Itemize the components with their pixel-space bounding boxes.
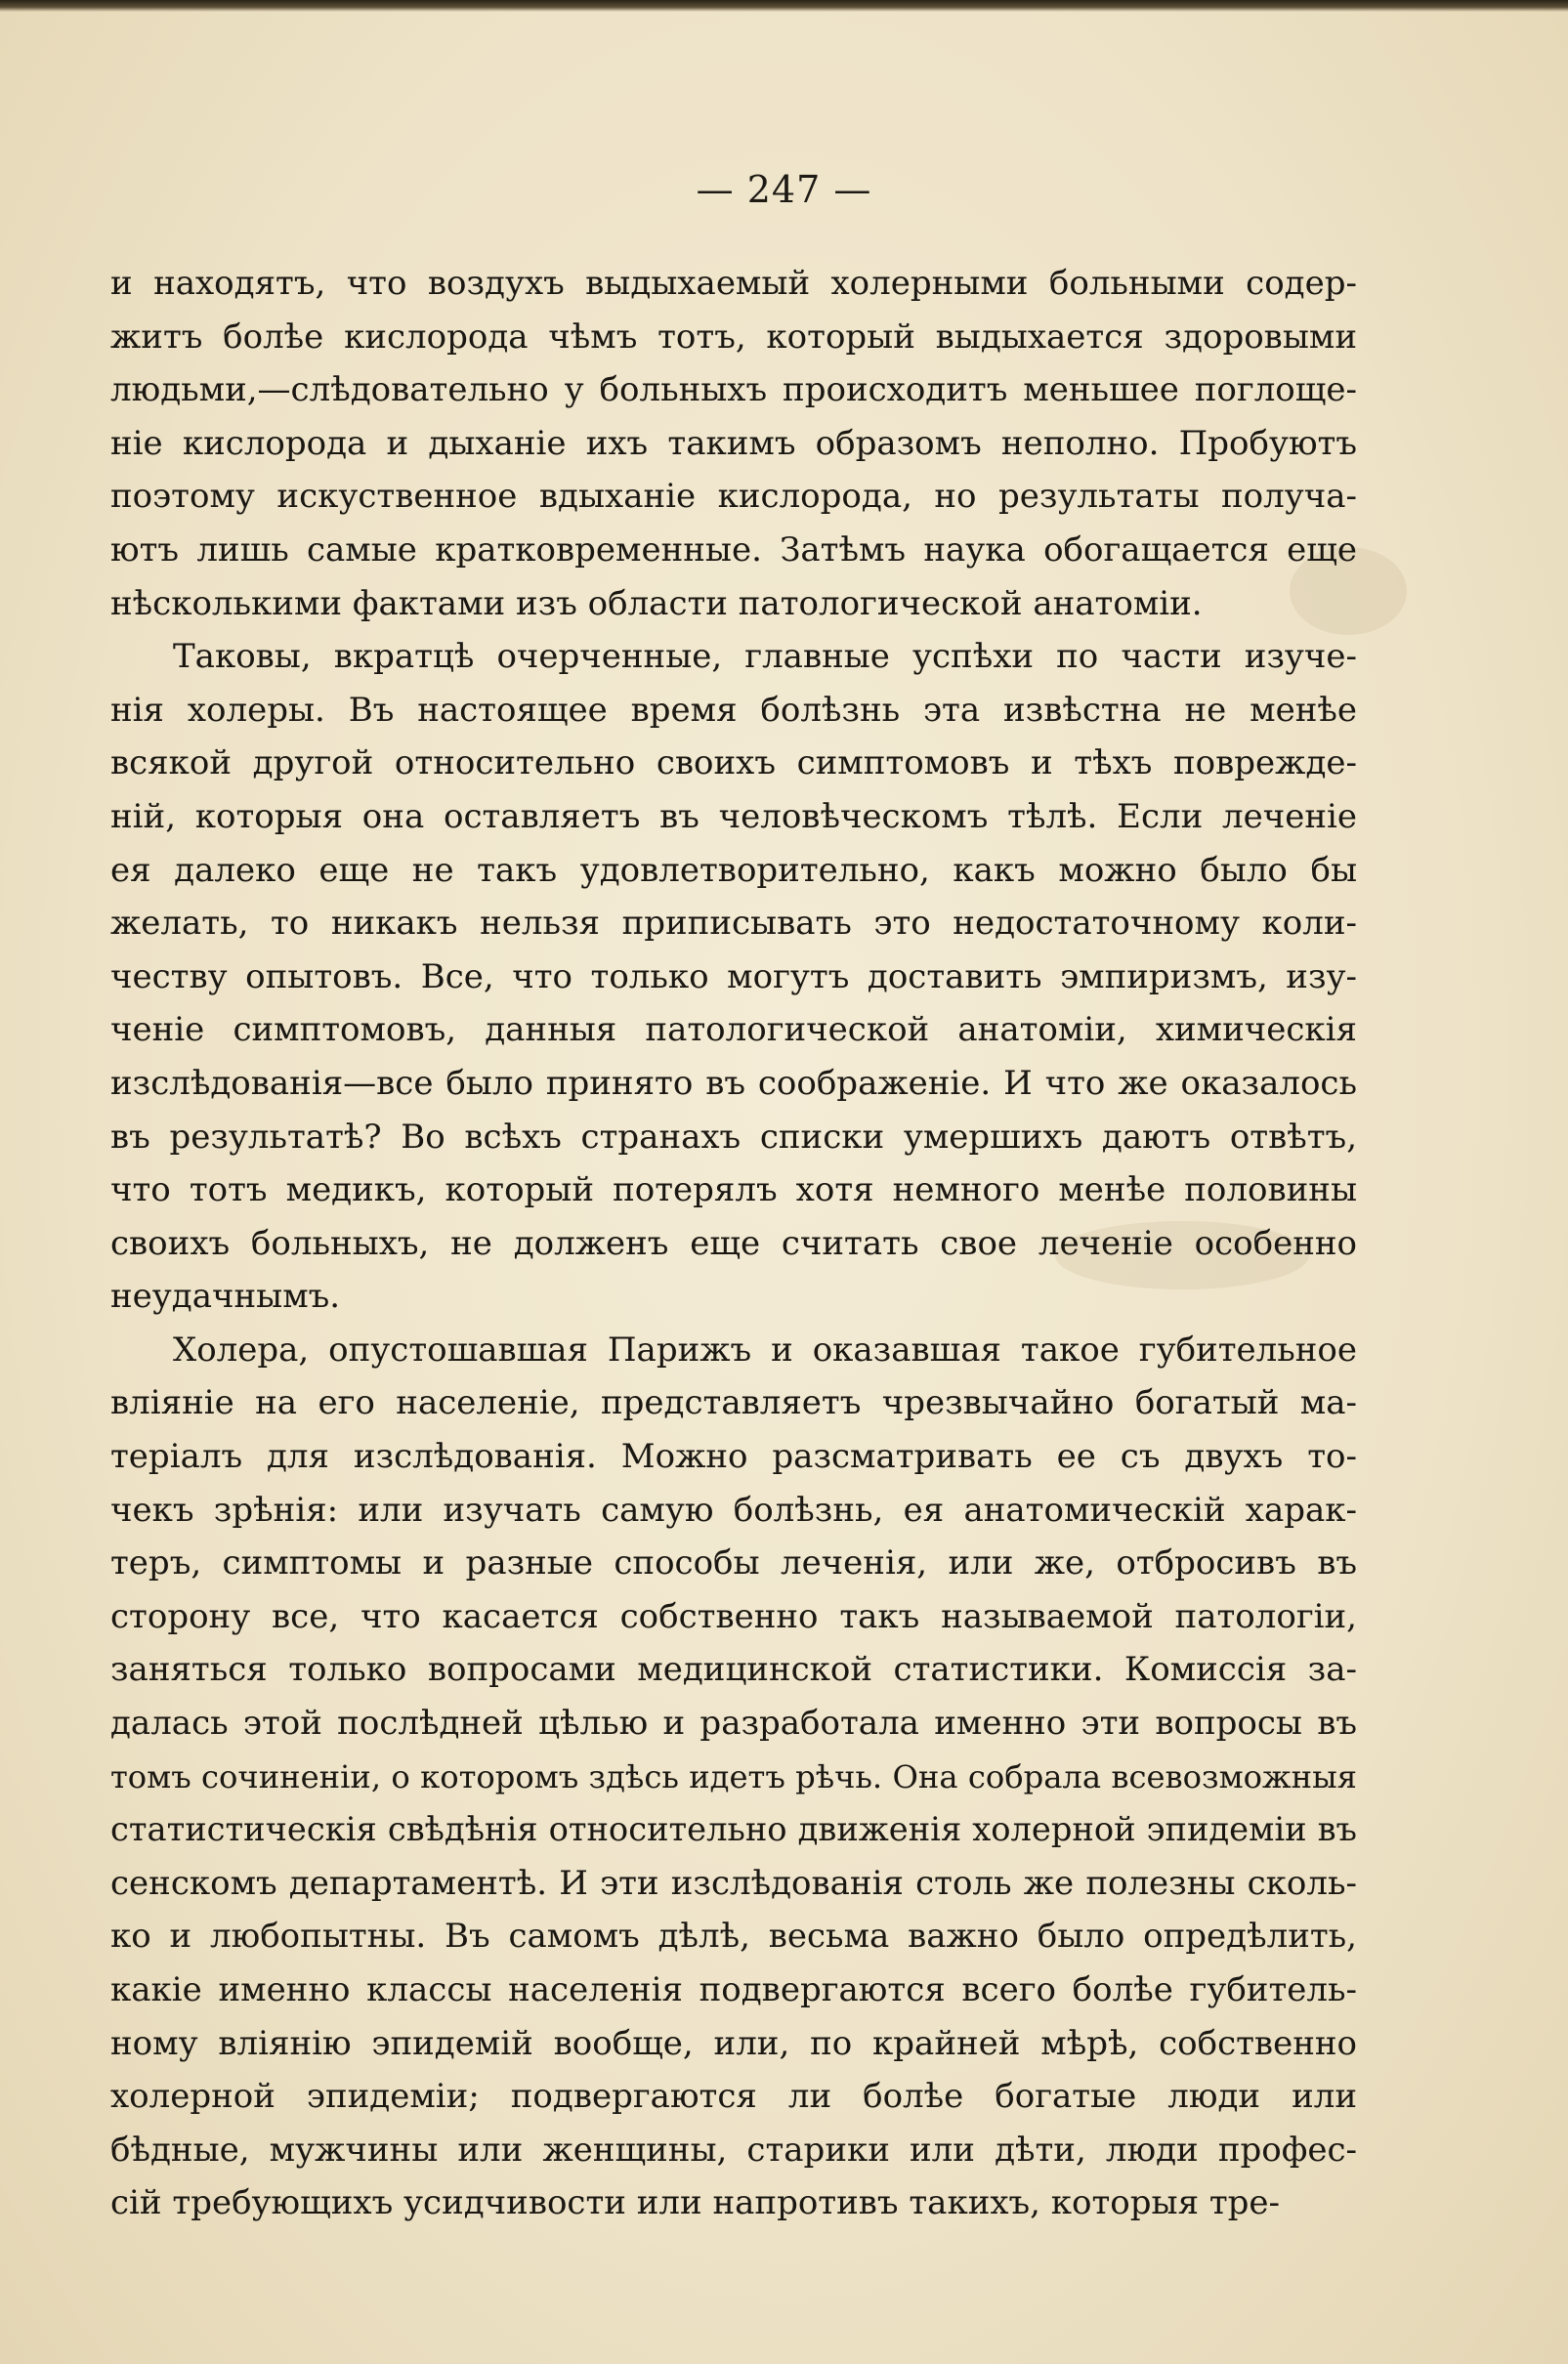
text-line: сторону все, что касается собственно такъ называемой патологіи, xyxy=(110,1596,1357,1636)
text-line: сенскомъ департаментѣ. И эти изслѣдованія столь же полезны сколь- xyxy=(110,1863,1357,1903)
text-line: всякой другой относительно своихъ симптомовъ и тѣхъ поврежде- xyxy=(110,743,1357,783)
text-line: нѣсколькими фактами изъ области патологической анатоміи. xyxy=(110,583,1203,623)
text-line: честву опытовъ. Все, что только могутъ доставить эмпиризмъ, изу- xyxy=(110,956,1357,996)
text-line: теріалъ для изслѣдованія. Можно разсматривать ее съ двухъ то- xyxy=(110,1437,1357,1477)
text-line: томъ сочиненіи, о которомъ здѣсь идетъ рѣчь. Она собрала всевозможныя xyxy=(110,1757,1357,1795)
text-line: житъ болѣе кислорода чѣмъ тотъ, который выдыхается здоровыми xyxy=(110,317,1357,357)
text-line: нія холеры. Въ настоящее время болѣзнь эта извѣстна не менѣе xyxy=(110,690,1357,730)
paragraph xyxy=(110,1324,1357,2230)
text-line: бѣдные, мужчины или женщины, старики или дѣти, люди профес- xyxy=(110,2130,1357,2170)
text-line: холерной эпидеміи; подвергаются ли болѣе богатые люди или xyxy=(110,2077,1357,2117)
text-line: ея далеко еще не такъ удовлетворительно, какъ можно было бы xyxy=(110,850,1357,890)
paragraph xyxy=(110,630,1357,1324)
text-line: людьми,—слѣдовательно у больныхъ происходитъ меньшее поглоще- xyxy=(110,370,1357,410)
text-line: неудачнымъ. xyxy=(110,1277,341,1317)
text-line: статистическія свѣдѣнія относительно движенія холерной эпидеміи въ xyxy=(110,1810,1357,1849)
paragraph xyxy=(110,257,1357,630)
text-line: ко и любопытны. Въ самомъ дѣлѣ, весьма важно было опредѣлить, xyxy=(110,1917,1357,1957)
text-line: вліяніе на его населеніе, представляетъ чрезвычайно богатый ма- xyxy=(110,1383,1357,1423)
text-line: ченіе симптомовъ, данныя патологической анатоміи, химическія xyxy=(110,1010,1357,1050)
text-line: ному вліянію эпидемій вообще, или, по крайней мѣрѣ, собственно xyxy=(110,2023,1357,2063)
text-line: ніе кислорода и дыханіе ихъ такимъ образомъ неполно. Пробуютъ xyxy=(110,423,1357,463)
text-line: теръ, симптомы и разные способы леченія, или же, отбросивъ въ xyxy=(110,1543,1357,1583)
text-line: Холера, опустошавшая Парижъ и оказавшая такое губительное xyxy=(173,1330,1357,1370)
body-text xyxy=(110,257,1357,2230)
text-line: и находятъ, что воздухъ выдыхаемый холерными больными содер- xyxy=(110,264,1357,303)
text-line: какіе именно классы населенія подвергаются всего болѣе губитель- xyxy=(110,1970,1357,2009)
text-line: ній, которыя она оставляетъ въ человѣческомъ тѣлѣ. Если леченіе xyxy=(110,796,1357,836)
text-line: что тотъ медикъ, который потерялъ хотя немного менѣе половины xyxy=(110,1170,1357,1210)
text-line: желать, то никакъ нельзя приписывать это недостаточному коли- xyxy=(110,904,1357,944)
text-line: поэтому искуственное вдыханіе кислорода, но результаты получа- xyxy=(110,477,1357,517)
text-line: сій требующихъ усидчивости или напротивъ такихъ, которыя тре- xyxy=(110,2183,1281,2223)
text-line: Таковы, вкратцѣ очерченные, главные успѣхи по части изуче- xyxy=(173,637,1357,677)
page-top-edge xyxy=(0,0,1568,12)
page-number: — 247 — xyxy=(696,168,872,211)
text-line: чекъ зрѣнія: или изучать самую болѣзнь, ея анатомическій харак- xyxy=(110,1490,1357,1530)
text-line: изслѣдованія—все было принято въ соображеніе. И что же оказалось xyxy=(110,1063,1357,1103)
text-line: въ результатѣ? Во всѣхъ странахъ списки умершихъ даютъ отвѣтъ, xyxy=(110,1117,1357,1157)
text-line: далась этой послѣдней цѣлью и разработала именно эти вопросы въ xyxy=(110,1704,1357,1744)
text-line: ютъ лишь самые кратковременные. Затѣмъ наука обогащается еще xyxy=(110,529,1357,570)
text-line: заняться только вопросами медицинской статистики. Комиссія за- xyxy=(110,1650,1357,1690)
text-line: своихъ больныхъ, не долженъ еще считать свое леченіе особенно xyxy=(110,1223,1357,1263)
